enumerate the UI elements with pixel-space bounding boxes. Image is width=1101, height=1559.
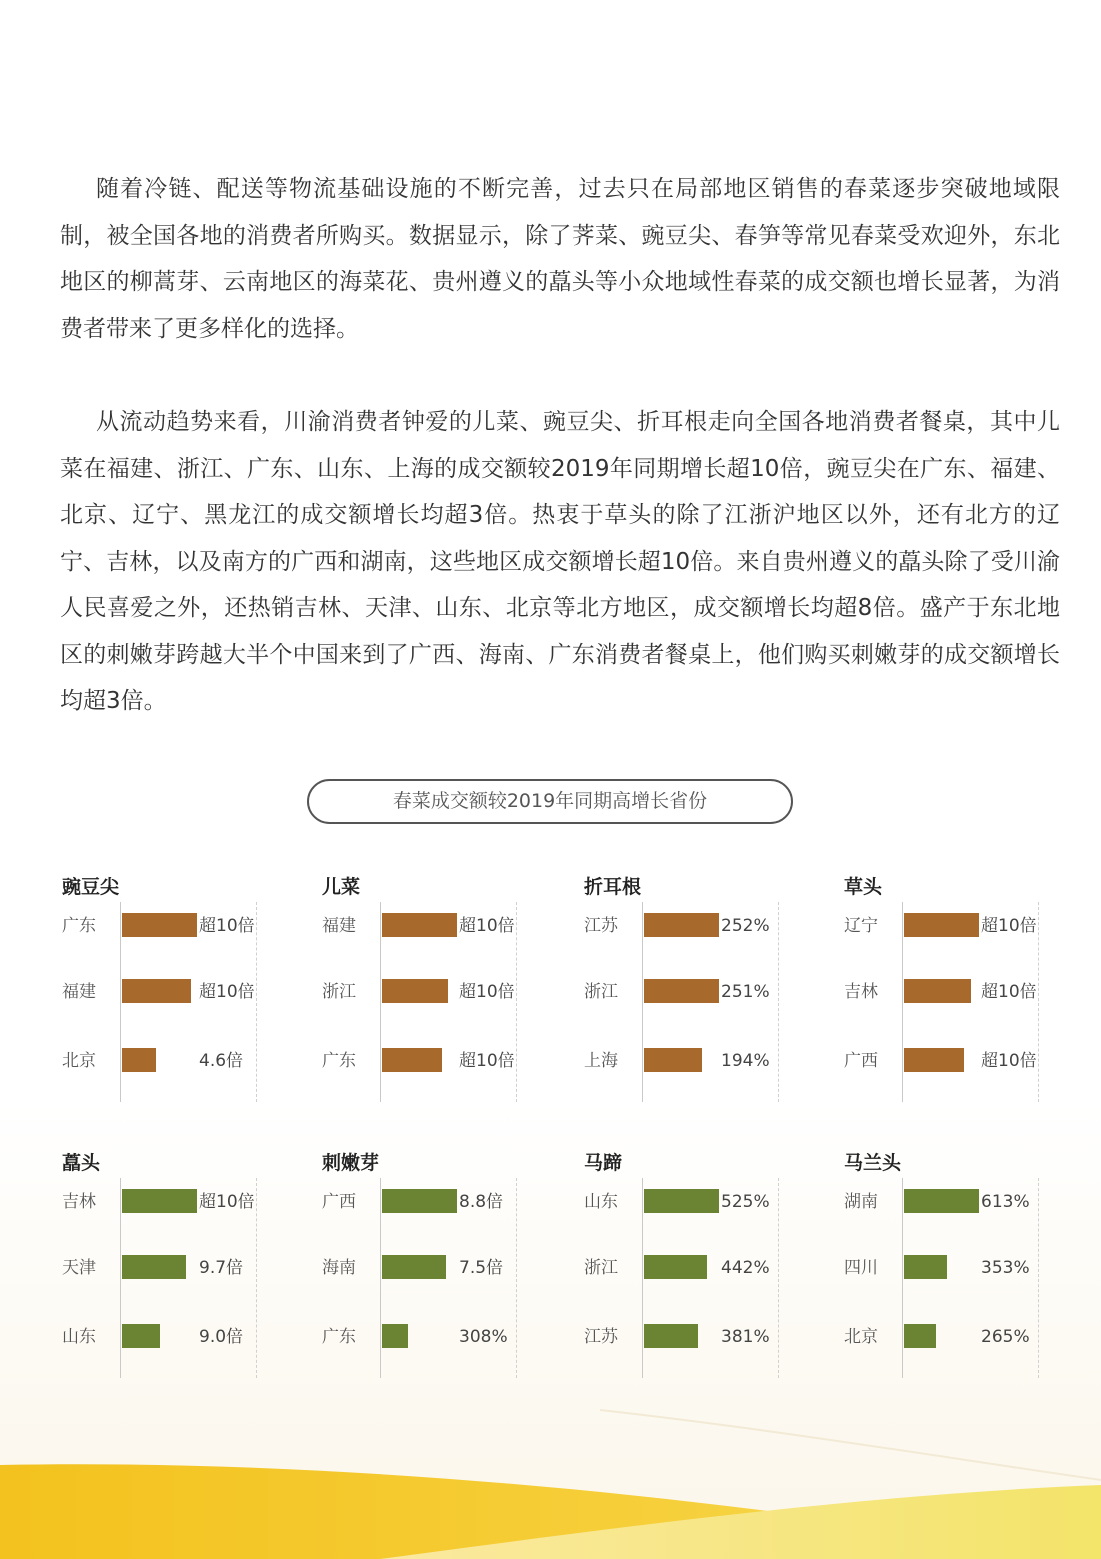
chart-bar: [644, 913, 719, 937]
chart-row: [844, 979, 1084, 1005]
chart-bar: [904, 1048, 964, 1072]
value-label: 9.0倍: [199, 1327, 244, 1347]
chart-row: [322, 913, 562, 939]
value-label: 超10倍: [981, 916, 1037, 936]
chart-bar: [122, 913, 197, 937]
category-label: 辽宁: [844, 916, 878, 936]
category-label: 山东: [584, 1192, 618, 1212]
value-label: 超10倍: [459, 916, 515, 936]
chart-row: [584, 1255, 824, 1281]
category-label: 四川: [844, 1258, 878, 1278]
category-label: 福建: [322, 916, 356, 936]
chart-bar: [904, 1189, 979, 1213]
value-label: 4.6倍: [199, 1051, 244, 1071]
value-label: 353%: [981, 1258, 1030, 1278]
chart-row: [62, 1255, 302, 1281]
category-label: 浙江: [584, 1258, 618, 1278]
section-title: 春菜成交额较2019年同期高增长省份: [307, 779, 793, 824]
chart-row: [584, 1324, 824, 1350]
category-label: 广东: [322, 1327, 356, 1347]
chart-bar: [122, 1255, 186, 1279]
chart-title: 藠头: [62, 1152, 101, 1174]
value-label: 194%: [721, 1051, 770, 1071]
chart-bar: [904, 1324, 936, 1348]
value-label: 超10倍: [459, 982, 515, 1002]
category-label: 浙江: [584, 982, 618, 1002]
chart-row: [322, 1189, 562, 1215]
chart-row: [584, 979, 824, 1005]
category-label: 海南: [322, 1258, 356, 1278]
chart-bar: [122, 1048, 156, 1072]
chart-row: [62, 913, 302, 939]
chart-bar: [904, 913, 979, 937]
category-label: 江苏: [584, 1327, 618, 1347]
category-label: 广西: [844, 1051, 878, 1071]
chart-panel: [322, 1148, 562, 1388]
value-label: 超10倍: [199, 1192, 255, 1212]
chart-row: [62, 1324, 302, 1350]
value-label: 442%: [721, 1258, 770, 1278]
category-label: 福建: [62, 982, 96, 1002]
chart-row: [322, 1048, 562, 1074]
chart-panel: [584, 1148, 824, 1388]
chart-bar: [382, 1324, 408, 1348]
chart-bar: [382, 1189, 457, 1213]
category-label: 湖南: [844, 1192, 878, 1212]
value-label: 613%: [981, 1192, 1030, 1212]
chart-bar: [382, 1048, 442, 1072]
chart-title: 刺嫩芽: [322, 1152, 380, 1174]
chart-row: [322, 979, 562, 1005]
chart-row: [322, 1324, 562, 1350]
chart-panel: [844, 1148, 1084, 1388]
value-label: 308%: [459, 1327, 508, 1347]
value-label: 525%: [721, 1192, 770, 1212]
value-label: 超10倍: [199, 982, 255, 1002]
chart-bar: [382, 1255, 446, 1279]
category-label: 北京: [62, 1051, 96, 1071]
chart-panel: [62, 1148, 302, 1388]
category-label: 广东: [322, 1051, 356, 1071]
chart-row: [322, 1255, 562, 1281]
chart-panel: [844, 872, 1084, 1112]
chart-row: [844, 913, 1084, 939]
chart-row: [844, 1189, 1084, 1215]
chart-row: [844, 1255, 1084, 1281]
chart-title: 马兰头: [844, 1152, 902, 1174]
chart-bar: [644, 1324, 698, 1348]
value-label: 265%: [981, 1327, 1030, 1347]
chart-panel: [584, 872, 824, 1112]
value-label: 超10倍: [459, 1051, 515, 1071]
chart-row: [584, 1189, 824, 1215]
value-label: 超10倍: [981, 982, 1037, 1002]
chart-title: 折耳根: [584, 876, 642, 898]
category-label: 广东: [62, 916, 96, 936]
chart-bar: [644, 1189, 719, 1213]
chart-bar: [644, 1048, 702, 1072]
chart-bar: [122, 1324, 160, 1348]
category-label: 上海: [584, 1051, 618, 1071]
chart-bar: [644, 979, 719, 1003]
category-label: 北京: [844, 1327, 878, 1347]
category-label: 江苏: [584, 916, 618, 936]
chart-panel: [62, 872, 302, 1112]
category-label: 浙江: [322, 982, 356, 1002]
value-label: 9.7倍: [199, 1258, 244, 1278]
chart-row: [584, 1048, 824, 1074]
category-label: 吉林: [62, 1192, 96, 1212]
intro-paragraph: 随着冷链、配送等物流基础设施的不断完善，过去只在局部地区销售的春菜逐步突破地域限制，被全国各地的消费者所购买。数据显示，除了荠菜、豌豆尖、春笋等常见春菜受欢迎外，东北地区的柳蒿芽、云南地区的海菜花、贵州遵义的藠头等小众地域性春菜的成交额也增长显著，为消费者带来了更多样化的选择。: [60, 176, 1060, 342]
chart-row: [62, 1189, 302, 1215]
category-label: 吉林: [844, 982, 878, 1002]
chart-panel: [322, 872, 562, 1112]
chart-title: 草头: [844, 876, 883, 898]
value-label: 超10倍: [199, 916, 255, 936]
category-label: 天津: [62, 1258, 96, 1278]
value-label: 8.8倍: [459, 1192, 504, 1212]
value-label: 252%: [721, 916, 770, 936]
chart-row: [62, 1048, 302, 1074]
chart-row: [844, 1048, 1084, 1074]
chart-title: 马蹄: [584, 1152, 623, 1174]
chart-row: [844, 1324, 1084, 1350]
chart-bar: [904, 979, 971, 1003]
category-label: 山东: [62, 1327, 96, 1347]
chart-bar: [122, 1189, 197, 1213]
chart-row: [584, 913, 824, 939]
chart-bar: [644, 1255, 707, 1279]
value-label: 超10倍: [981, 1051, 1037, 1071]
value-label: 7.5倍: [459, 1258, 504, 1278]
chart-title: 儿菜: [322, 876, 361, 898]
trend-paragraph: 从流动趋势来看，川渝消费者钟爱的儿菜、豌豆尖、折耳根走向全国各地消费者餐桌，其中儿菜在福建、浙江、广东、山东、上海的成交额较2019年同期增长超10倍，豌豆尖在广东、福建、北京、辽宁、黑龙江的成交额增长均超3倍。热衷于草头的除了江浙沪地区以外，还有北方的辽宁、吉林，以及南方的广西和湖南，这些地区成交额增长超10倍。来自贵州遵义的藠头除了受川渝人民喜爱之外，还热销吉林、天津、山东、北京等北方地区，成交额增长均超8倍。盛产于东北地区的刺嫩芽跨越大半个中国来到了广西、海南、广东消费者餐桌上，他们购买刺嫩芽的成交额增长均超3倍。: [60, 409, 1060, 714]
chart-bar: [904, 1255, 947, 1279]
chart-bar: [122, 979, 191, 1003]
category-label: 广西: [322, 1192, 356, 1212]
chart-bar: [382, 979, 448, 1003]
chart-title: 豌豆尖: [62, 876, 120, 898]
chart-row: [62, 979, 302, 1005]
chart-bar: [382, 913, 457, 937]
value-label: 251%: [721, 982, 770, 1002]
value-label: 381%: [721, 1327, 770, 1347]
